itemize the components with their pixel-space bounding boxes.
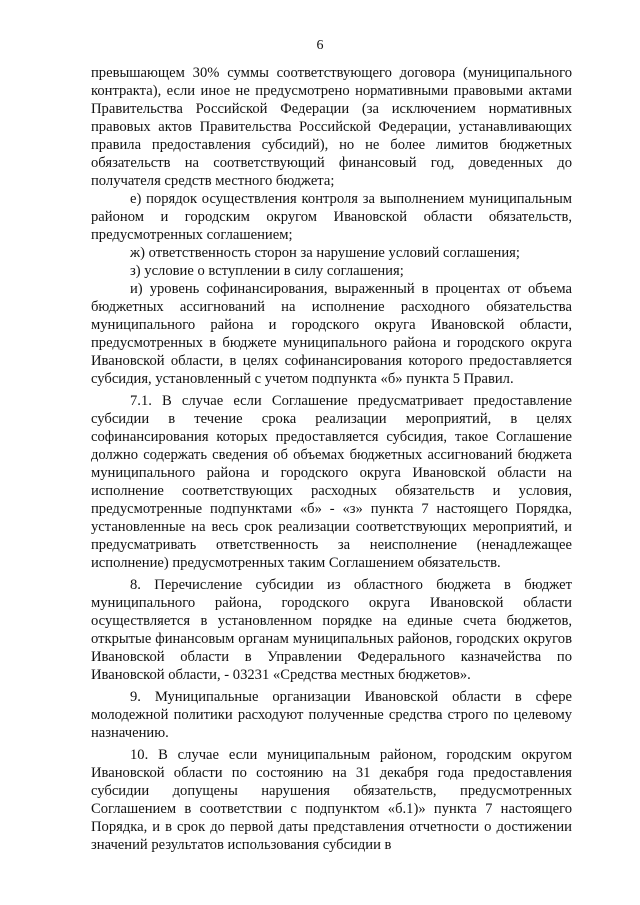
paragraph-continuation: превышающем 30% суммы соответствующего договора (муниципального контракта), если иное не предусмотрено нормативными правовыми актами Правительства Российской Федерации (за исключением нормативных правовых актов Правительства Российской Федерации, устанавливающих правила предоставления субсидий), но не более лимитов бюджетных обязательств на соответствующий финансовый год, доведенных до получателя средств местного бюджета; (91, 65, 572, 189)
paragraph-clause-7-1: 7.1. В случае если Соглашение предусматривает предоставление субсидии в течение срока реализации мероприятий, в целях софинансирования которых предоставляется субсидия, такое Соглашение должно содержать сведения об объемах бюджетных ассигнований бюджета муниципального района и городского округа Ивановской области на исполнение соответствующих расходных обязательств и условия, предусмотренные подпунктами «б» - «з» пункта 7 настоящего Порядка, установленные на весь срок реализации соответствующих мероприятий, и предусматривать ответственность за неисполнение (ненадлежащее исполнение) предусмотренных таким Соглашением обязательств. (91, 393, 572, 571)
document-body (91, 64, 572, 854)
paragraph-clause-9: 9. Муниципальные организации Ивановской области в сфере молодежной политики расходуют полученные средства строго по целевому назначению. (91, 689, 572, 741)
paragraph-item-e: е) порядок осуществления контроля за выполнением муниципальным районом и городским округом Ивановской области обязательств, предусмотренных соглашением; (91, 191, 572, 243)
paragraph-item-zh: ж) ответственность сторон за нарушение условий соглашения; (130, 245, 520, 261)
paragraph-item-z: з) условие о вступлении в силу соглашения; (130, 263, 404, 279)
paragraph-item-i: и) уровень софинансирования, выраженный в процентах от объема бюджетных ассигнований на исполнение расходного обязательства муниципального района и городского округа Ивановской области, предусмотренных в бюджете муниципального района и городского округа Ивановской области, в целях софинансирования которого предоставляется субсидия, установленный с учетом подпункта «б» пункта 5 Правил. (91, 281, 572, 387)
paragraph-clause-8: 8. Перечисление субсидии из областного бюджета в бюджет муниципального района, городского округа Ивановской области осуществляется в установленном порядке на единые счета бюджетов, открытые финансовым органам муниципальных районов, городских округов Ивановской области в Управлении Федерального казначейства по Ивановской области, - 03231 «Средства местных бюджетов». (91, 577, 572, 683)
page-number: 6 (316, 38, 324, 53)
paragraph-clause-10: 10. В случае если муниципальным районом, городским округом Ивановской области по состоянию на 31 декабря года предоставления субсидии допущены нарушения обязательств, предусмотренных Соглашением в соответствии с подпунктом «б.1)» пункта 7 настоящего Порядка, и в срок до первой даты представления отчетности о достижении значений результатов использования субсидии в (91, 747, 572, 853)
